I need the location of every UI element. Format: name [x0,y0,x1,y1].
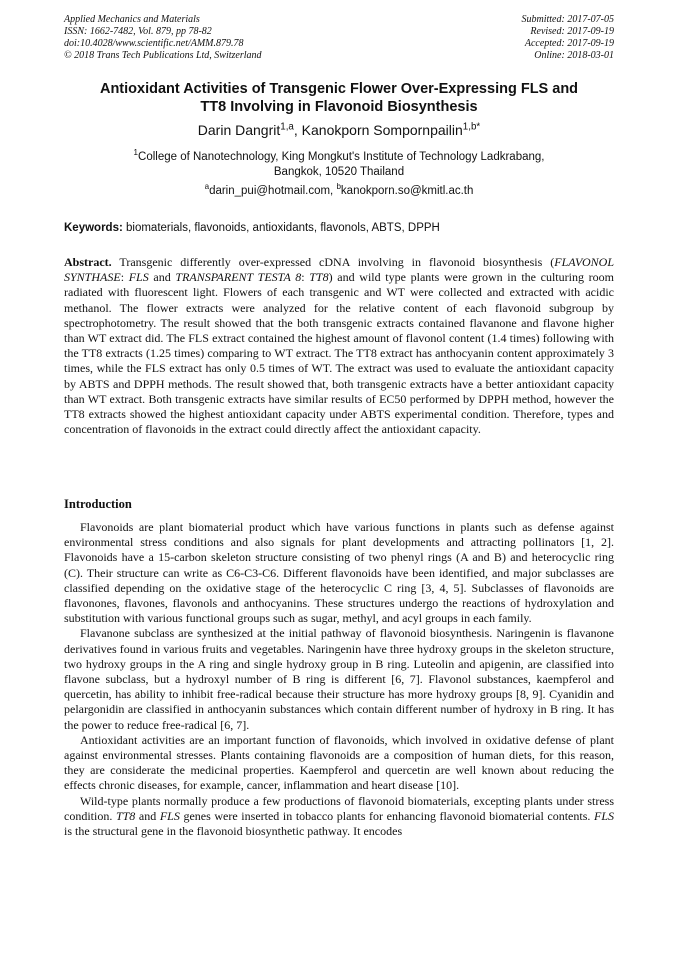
author-list [40,121,638,139]
publication-dates [522,14,615,62]
abstract-gene-tt8-name: TRANSPARENT TESTA 8 [175,270,302,285]
abstract [64,255,614,437]
journal-doi: doi:10.4028/www.scientific.net/AMM.879.78 [64,38,244,49]
intro-paragraph-2: Flavanone subclass are synthesized at the initial pathway of flavonoid biosynthesis. Naringenin is flavanone derivatives found in various fruits and vegetables. Naringenin have three hydroxy groups in the skeleton structure, two hydroxy groups in the A ring and single hydroxy group in B ring. Luteolin and apigenin, are classified into flavone subclass, but a hydroxyl number of B ring is different [6, 7]. Flavonol substances, kaempferol and quercetin, has ability to inhibit free-radical because their structure has more hydroxy groups [8, 9]. Cyanidin and pelargonidin are classified in anthocyanin substances which contain different number of hydroxy in B ring. It has the power to reduce free-radical [6, 7]. [64,626,614,732]
email-a-sup: a [204,182,210,192]
abstract-paragraph [64,255,614,437]
affiliation [60,150,618,180]
author-1: Darin Dangrit [197,122,281,138]
journal-info [64,14,262,62]
abstract-label: Abstract. [64,255,112,269]
abstract-gene-fls: FLS [128,270,149,285]
intro-p4-text-3: genes were inserted in tobacco plants for enhancing flavonoid biomaterial contents. [179,808,594,823]
email-b-sup: b [336,182,341,192]
affiliation-sup: 1 [133,148,139,158]
affiliation-line-2: Bangkok, 10520 Thailand [273,166,405,178]
abstract-text-3: and [148,270,176,285]
intro-paragraph-4 [64,794,614,840]
intro-p4-gene-tt8: TT8 [115,808,136,823]
author-separator: , [293,122,302,138]
affiliation-line-1: College of Nanotechnology, King Mongkut's Institute of Technology Ladkrabang, [138,151,545,163]
author-emails [40,184,638,199]
keywords [64,221,624,236]
email-b[interactable]: kanokporn.so@kmitl.ac.th [340,185,474,197]
intro-p4-text-1: Wild-type plants normally produce a few productions of flavonoid biomaterials, excepting plants under stress condition. [64,793,614,823]
title-line-1: Antioxidant Activities of Transgenic Flower Over-Expressing FLS and [99,81,579,97]
title-line-2: TT8 Involving in Flavonoid Biosynthesis [200,99,478,115]
abstract-text-1: Transgenic differently over-expressed cDNA involving in flavonoid biosynthesis ( [111,255,555,269]
journal-name: Applied Mechanics and Materials [64,14,200,25]
abstract-text-4: : [301,270,310,285]
abstract-text-5: ) and wild type plants were grown in the culturing room radiated with fluorescent light. Flowers of each transgenic and WT were collected and extracted with acidic methanol. The flower extracts were analyzed for the relative content of each flavonoid subgroup by spectrophotometry. The result showed that the both transgenic extracts contained flavanone and flavone higher than WT extract did. The FLS extract contained the highest amount of flavonol content (1.4 times) following with the TT8 extracts (1.25 times) comparing to WT extract. The TT8 extract has anthocyanin content approximately 3 times, while the FLS extract has only 0.5 times of WT. The extract was used to evaluate the antioxidant capacity by ABTS and DPPH methods. The result showed that, both transgenic extracts have a better antioxidant capacity than WT extract. Both transgenic extracts have similar results of EC50 performed by DPPH method, however the TT8 extracts showed the highest antioxidant capacity under ABTS experimental condition. Therefore, types and concentration of flavonoids in the extract could directly affect the antioxidant capacity. [64,270,614,437]
date-revised: Revised: 2017-09-19 [530,26,614,37]
intro-paragraph-1: Flavonoids are plant biomaterial product which have various functions in plants such as defense against environmental stress conditions and also signals for plant developments and attracting pollinators [1, 2]. Flavonoids have a 15-carbon skeleton structure consisting of two phenyl rings (A and B) and heterocyclic ring (C). Their structure can write as C6-C3-C6. Different flavonoids have been identified, and major subclasses are classified depending on the oxidative stage of the heterocyclic C ring [3, 4, 5]. Subclasses of flavonoids are flavonones, flavones, flavonols and anthocyanins. These structures undergo the reactions of hydroxylation and substitution with various functional groups such as sugar, methyl, and acyl groups in each family. [64,520,614,626]
author-2: Kanokporn Sompornpailin [301,122,463,138]
intro-p4-text-4: is the structural gene in the flavonoid biosynthetic pathway. It encodes [64,824,403,839]
intro-paragraph-3: Antioxidant activities are an important function of flavonoids, which involved in oxidative defense of plant against environmental stresses. Plants containing flavonoids are a composition of human diets, for this reason, they are considerate the medicinal properties. Kaempferol and quercetin are well known about reducing the effects chronic diseases, for example, cancer, inflammation and heart disease [10]. [64,732,614,793]
date-online: Online: 2018-03-01 [534,50,614,61]
abstract-gene-fls-name: FLAVONOL SYNTHASE [64,255,614,285]
introduction-heading: Introduction [64,497,132,511]
author-1-sup: 1,a [280,121,294,133]
keywords-label: Keywords: [64,222,123,234]
date-accepted: Accepted: 2017-09-19 [524,38,614,49]
journal-copyright: © 2018 Trans Tech Publications Ltd, Switzerland [64,50,262,61]
abstract-text-2: : [120,270,129,285]
email-a[interactable]: darin_pui@hotmail.com [209,185,331,197]
date-submitted: Submitted: 2017-07-05 [521,14,614,25]
keywords-text: biomaterials, flavonoids, antioxidants, flavonols, ABTS, DPPH [122,222,440,234]
email-separator: , [330,185,337,197]
paper-title [40,80,638,116]
journal-issn: ISSN: 1662-7482, Vol. 879, pp 78-82 [64,26,212,37]
abstract-gene-tt8: TT8 [309,270,329,285]
author-2-sup: 1,b* [462,121,481,133]
intro-p4-text-2: and [135,808,160,823]
intro-p4-gene-fls-2: FLS [594,808,615,823]
intro-p4-gene-fls: FLS [159,808,180,823]
introduction-body [64,520,614,839]
